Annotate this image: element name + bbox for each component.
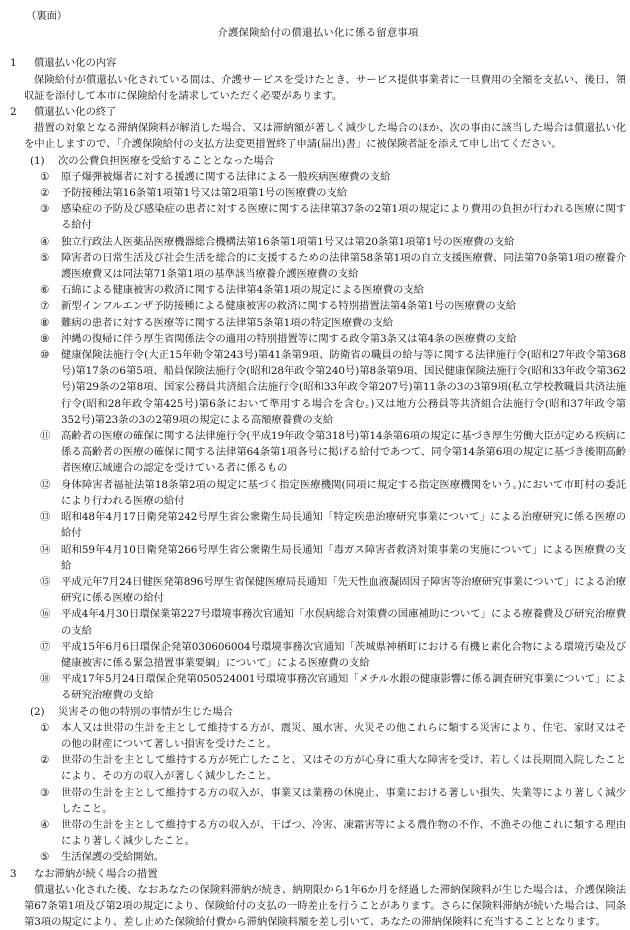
item-marker: ⑦ <box>40 300 50 313</box>
list-item <box>10 169 626 185</box>
public-expense-list <box>10 169 626 704</box>
item-marker: ⑱ <box>40 673 51 686</box>
list-item <box>10 639 626 671</box>
item-text: 独立行政法人医薬品医療機器総合機構法第16条第1項第1号又は第20条第1項第1号の医療費の支給 <box>61 235 515 248</box>
list-item <box>10 347 626 428</box>
item-marker: ⑰ <box>40 640 51 653</box>
item-marker: ⑮ <box>40 575 51 588</box>
item-marker: ⑬ <box>40 511 51 524</box>
list-item <box>10 250 626 282</box>
item-text: 平成元年7月24日健医発第896号厚生省保健医療局長通知「先天性血液凝固因子障害等治療研究事業について」による治療研究に係る医療の給付 <box>61 575 626 605</box>
list-item <box>10 315 626 331</box>
list-item <box>10 477 626 509</box>
list-item <box>10 509 626 541</box>
item-marker: ② <box>40 187 50 200</box>
item-text: 世帯の生計を主として維持する方の収入が、事業又は業務の休廃止、事業における著しい損失、失業等により著しく減少したこと。 <box>61 786 626 815</box>
section-3-paragraph: 償還払い化された後、なおあなたの保険料滞納が続き、納期限から1年6か月を経過した滞納保険料が生じた場合は、介護保険法第67条第1項及び第2項の規定により、保険給付の支払の一時差止を行うことがあります。さらに保険料滞納が続いた場合は、同条第3項の規定により、差し止めた保険給付費から滞納保険料額を差し引いて、あなたの滞納保険料に充当することとなります。 <box>24 883 626 929</box>
list-item <box>10 298 626 314</box>
section-title: 償還払い化の終了 <box>34 106 117 119</box>
item-marker: ② <box>40 754 50 767</box>
back-side-label: （裏面） <box>26 10 68 22</box>
item-marker: ⑨ <box>40 332 50 345</box>
subsection-title: 次の公費負担医療を受給することとなった場合 <box>58 154 275 167</box>
list-item <box>10 201 626 233</box>
list-item <box>10 185 626 201</box>
item-text: 平成4年4月30日環保業第227号環境事務次官通知「水俣病総合対策費の国庫補助について」による療養費及び研究治療費の支給 <box>61 608 626 637</box>
item-text: 高齢者の医療の確保に関する法律施行令(平成19年政令第318号)第14条第6項の規定に基づき厚生労働大臣が定める疾病に係る高齢者の医療の確保に関する法律第64条第1項各号に掲げる給付であつて、同令第14条第6項の規定に基づき後期高齢者医療広域連合の認定を受けている者に係るもの <box>61 430 626 475</box>
list-item <box>10 752 626 784</box>
list-item <box>10 234 626 250</box>
special-circumstances-list <box>10 720 626 866</box>
item-text: 平成17年5月24日環保企発第050524001号環境事務次官通知「メチル水銀の健康影響に係る調査研究事業について」による研究治療費の支給 <box>61 673 626 702</box>
item-marker: ④ <box>40 235 50 248</box>
item-text: 新型インフルエンザ予防接種による健康被害の救済に関する特別措置法第4条第1号の医療費の支給 <box>61 300 517 313</box>
item-text: 石綿による健康被害の救済に関する法律第4条第1項の規定による医療費の支給 <box>61 284 424 297</box>
item-text: 世帯の生計を主として維持する方が死亡したこと、又はその方が心身に重大な障害を受け、若しくは長期間入院したことにより、その方の収入が著しく減少したこと。 <box>61 754 626 783</box>
item-marker: ⑤ <box>40 251 50 264</box>
item-text: 昭和48年4月17日衛発第242号厚生省公衆衛生局長通知「特定疾患治療研究事業について」による治療研究に係る医療の給付 <box>61 511 626 540</box>
item-text: 本人又は世帯の生計を主として維持する方が、震災、風水害、火災その他これらに類する災害により、住宅、家財又はその他の財産について著しい損害を受けたこと。 <box>61 721 626 750</box>
list-item <box>10 785 626 817</box>
list-item <box>10 849 626 865</box>
section-3-heading <box>10 866 626 882</box>
item-marker: ① <box>40 721 50 734</box>
subsection-number: (1) <box>30 154 45 167</box>
section-number: 2 <box>10 106 17 119</box>
item-marker: ⑯ <box>40 608 51 621</box>
item-text: 障害者の日常生活及び社会生活を総合的に支援するための法律第58条第1項の自立支援医療費、同法第70条第1項の療養介護医療費又は同法第71条第1項の基準該当療養介護医療費の支給 <box>61 251 626 281</box>
list-item <box>10 542 626 574</box>
section-1-heading <box>10 55 626 71</box>
item-text: 原子爆弾被爆者に対する援護に関する法律による一般疾病医療費の支給 <box>61 170 391 183</box>
list-item <box>10 282 626 298</box>
item-text: 感染症の予防及び感染症の患者に対する医療に関する法律第37条の2第1項の規定により費用の負担が行われる医療に関する給付 <box>61 203 626 232</box>
list-item <box>10 428 626 477</box>
list-item <box>10 331 626 347</box>
list-item <box>10 720 626 752</box>
section-number: 1 <box>10 57 17 70</box>
subsection-1-heading <box>10 153 626 169</box>
subsection-title: 災害その他の特別の事情が生じた場合 <box>58 705 233 718</box>
item-marker: ⑧ <box>40 316 50 329</box>
document-title: 介護保険給付の償還払い化に係る留意事項 <box>217 27 419 40</box>
subsection-number: (2) <box>30 705 45 718</box>
item-text: 昭和59年4月10日衛発第266号厚生省公衆衛生局長通知「毒ガス障害者救済対策事業の実施について」による医療費の支給 <box>61 543 626 572</box>
item-marker: ⑩ <box>40 349 50 362</box>
item-marker: ⑥ <box>40 284 50 297</box>
list-item <box>10 817 626 849</box>
item-text: 難病の患者に対する医療等に関する法律第5条第1項の特定医療費の支給 <box>61 316 394 329</box>
item-marker: ③ <box>40 786 50 799</box>
item-text: 沖縄の復帰に伴う厚生省関係法令の適用の特別措置等に関する政令第3条又は第4条の医療費の支給 <box>61 332 517 345</box>
item-marker: ⑤ <box>40 851 50 864</box>
item-marker: ⑭ <box>40 543 51 556</box>
item-text: 平成15年6月6日環保企発第030606004号環境事務次官通知「茨城県神栖町における有機ヒ素化合物による環境汚染及び健康被害に係る緊急措置事業要綱」について」による医療費の支給 <box>61 640 626 669</box>
section-title: なお滞納が続く場合の措置 <box>34 867 158 880</box>
section-1-paragraph: 保険給付が償還払い化されている間は、介護サービスを受けたとき、サービス提供事業者に一旦費用の全額を支払い、後日、領収証を添付して本市に保険給付を請求していただく必要があります。 <box>24 73 626 102</box>
item-text: 身体障害者福祉法第18条第2項の規定に基づく指定医療機関(同項に規定する指定医療機関をいう。)において市町村の委託により行われる医療の給付 <box>61 478 626 507</box>
item-marker: ① <box>40 170 50 183</box>
section-title: 償還払い化の内容 <box>34 57 117 70</box>
subsection-2-heading <box>10 704 626 720</box>
list-item <box>10 606 626 638</box>
item-marker: ⑪ <box>40 430 51 443</box>
section-2-heading <box>10 104 626 120</box>
item-marker: ⑫ <box>40 478 51 491</box>
item-text: 世帯の生計を主として維持する方の収入が、干ばつ、冷害、凍霜害等による農作物の不作、不漁その他これに類する理由により著しく減少したこと。 <box>61 818 626 848</box>
item-marker: ③ <box>40 203 50 216</box>
section-number: 3 <box>10 867 17 880</box>
item-text: 予防接種法第16条第1項第1号又は第2項第1号の医療費の支給 <box>61 187 348 200</box>
list-item <box>10 671 626 703</box>
list-item <box>10 574 626 606</box>
item-text: 生活保護の受給開始。 <box>61 851 164 864</box>
item-marker: ④ <box>40 818 50 831</box>
item-text: 健康保険法施行令(大正15年勅令第243号)第41条第9項、防衛省の職員の給与等に関する法律施行令(昭和27年政令第368号)第17条の6第5項、船員保険法施行令(昭和28年政令第240号)第8条第9項、国民健康保険法施行令(昭和33年政令第362号)第29条の2第8項、国家公務員共済組合法施行令(昭和33年政令第207号)第11条の3の3第9項(私立学校教職員共済法施行令(昭和28年政令第425号)第6条において準用する場合を含む。)又は地方公務員等共済組合法施行令(昭和37年政令第352号)第23条の3の2第9項の規定による高額療養費の支給 <box>61 349 626 426</box>
section-2-paragraph: 措置の対象となる滞納保険料が解消した場合、又は滞納額が著しく減少した場合のほか、次の事由に該当した場合は償還払い化を中止しますので、「介護保険給付の支払方法変更措置終了申請(届出)書」に被保険者証を添えて申し出てください。 <box>24 122 626 151</box>
